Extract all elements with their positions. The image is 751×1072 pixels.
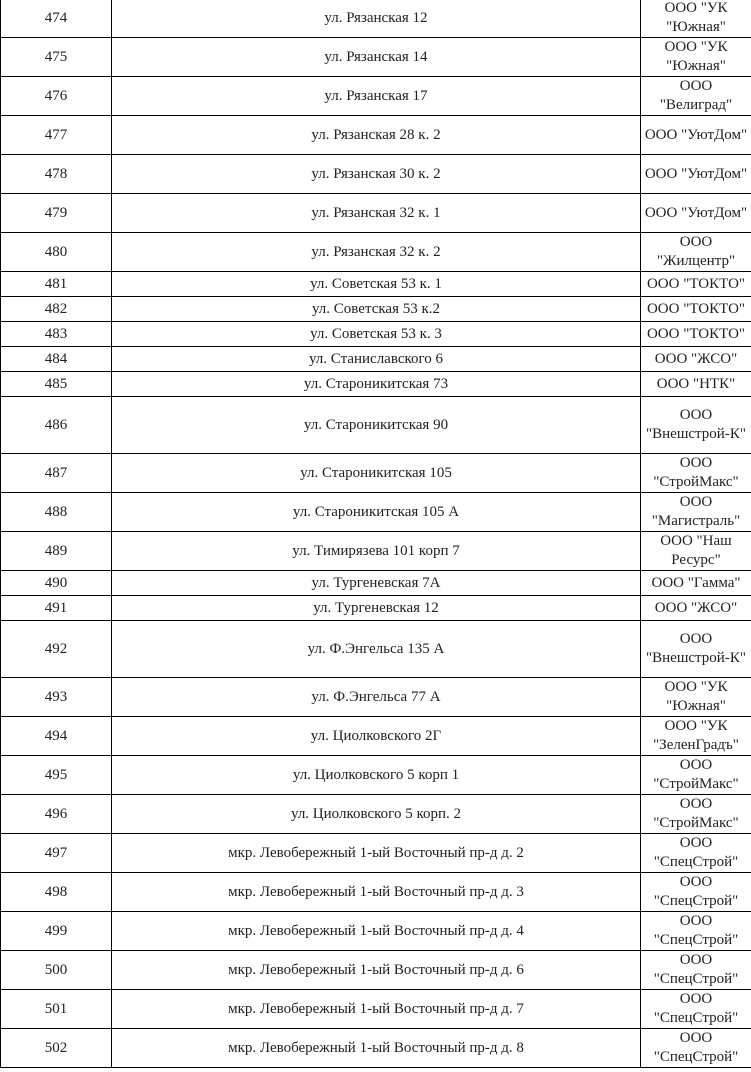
table-row (1, 347, 751, 372)
row-address: ул. Рязанская 32 к. 2 (112, 233, 641, 272)
row-management-company: ООО "ТОКТО" (641, 272, 751, 297)
row-address: ул. Рязанская 32 к. 1 (112, 194, 641, 233)
row-management-company: ООО "Жилцентр" (641, 233, 751, 272)
table-row (1, 795, 751, 834)
row-number: 492 (1, 621, 112, 678)
table-row (1, 194, 751, 233)
row-number: 480 (1, 233, 112, 272)
row-number: 490 (1, 571, 112, 596)
table-row (1, 990, 751, 1029)
row-management-company: ООО "УК "Южная" (641, 0, 751, 38)
table-row (1, 233, 751, 272)
row-address: мкр. Левобережный 1-ый Восточный пр-д д. 4 (112, 912, 641, 951)
table-row (1, 717, 751, 756)
row-management-company: ООО "Магистраль" (641, 493, 751, 532)
row-address: ул. Староникитская 105 (112, 454, 641, 493)
table-body (1, 0, 751, 1068)
row-management-company: ООО "ТОКТО" (641, 322, 751, 347)
row-address: ул. Тургеневская 7А (112, 571, 641, 596)
table-row (1, 322, 751, 347)
row-address: ул. Староникитская 90 (112, 397, 641, 454)
row-management-company: ООО "УютДом" (641, 116, 751, 155)
table-row (1, 372, 751, 397)
table-row (1, 297, 751, 322)
table-row (1, 38, 751, 77)
row-address: ул. Ф.Энгельса 77 А (112, 678, 641, 717)
row-address: ул. Староникитская 73 (112, 372, 641, 397)
row-address: ул. Тимирязева 101 корп 7 (112, 532, 641, 571)
row-address: ул. Циолковского 5 корп 1 (112, 756, 641, 795)
row-management-company: ООО "Велиград" (641, 77, 751, 116)
row-management-company: ООО "ЖСО" (641, 347, 751, 372)
table-row (1, 493, 751, 532)
table-row (1, 596, 751, 621)
row-address: ул. Циолковского 2Г (112, 717, 641, 756)
row-management-company: ООО "Внешстрой-К" (641, 621, 751, 678)
row-number: 500 (1, 951, 112, 990)
row-number: 476 (1, 77, 112, 116)
row-address: мкр. Левобережный 1-ый Восточный пр-д д. 6 (112, 951, 641, 990)
row-management-company: ООО "Наш Ресурс" (641, 532, 751, 571)
row-number: 496 (1, 795, 112, 834)
row-number: 499 (1, 912, 112, 951)
row-number: 491 (1, 596, 112, 621)
row-number: 488 (1, 493, 112, 532)
row-number: 483 (1, 322, 112, 347)
row-number: 501 (1, 990, 112, 1029)
row-number: 484 (1, 347, 112, 372)
row-number: 481 (1, 272, 112, 297)
row-address: ул. Староникитская 105 А (112, 493, 641, 532)
row-number: 489 (1, 532, 112, 571)
row-management-company: ООО "УютДом" (641, 194, 751, 233)
row-address: ул. Рязанская 28 к. 2 (112, 116, 641, 155)
row-address: ул. Рязанская 17 (112, 77, 641, 116)
row-management-company: ООО "СпецСтрой" (641, 834, 751, 873)
row-number: 493 (1, 678, 112, 717)
table-row (1, 621, 751, 678)
row-address: ул. Рязанская 30 к. 2 (112, 155, 641, 194)
row-management-company: ООО "СпецСтрой" (641, 951, 751, 990)
row-address: ул. Советская 53 к.2 (112, 297, 641, 322)
row-number: 478 (1, 155, 112, 194)
table-row (1, 678, 751, 717)
row-management-company: ООО "УК "Южная" (641, 678, 751, 717)
row-number: 498 (1, 873, 112, 912)
row-management-company: ООО "СтройМакс" (641, 756, 751, 795)
row-management-company: ООО "УК "Южная" (641, 38, 751, 77)
row-address: мкр. Левобережный 1-ый Восточный пр-д д. 2 (112, 834, 641, 873)
table-row (1, 873, 751, 912)
row-address: ул. Станиславского 6 (112, 347, 641, 372)
row-management-company: ООО "СтройМакс" (641, 795, 751, 834)
table-row (1, 77, 751, 116)
row-number: 475 (1, 38, 112, 77)
row-address: мкр. Левобережный 1-ый Восточный пр-д д. 7 (112, 990, 641, 1029)
row-number: 482 (1, 297, 112, 322)
row-management-company: ООО "Гамма" (641, 571, 751, 596)
table-row (1, 116, 751, 155)
table-row (1, 454, 751, 493)
table-row (1, 912, 751, 951)
row-number: 477 (1, 116, 112, 155)
row-management-company: ООО "Внешстрой-К" (641, 397, 751, 454)
row-number: 494 (1, 717, 112, 756)
table-row (1, 532, 751, 571)
table-row (1, 951, 751, 990)
table-row (1, 397, 751, 454)
table-row (1, 1029, 751, 1068)
row-number: 485 (1, 372, 112, 397)
row-number: 479 (1, 194, 112, 233)
row-address: мкр. Левобережный 1-ый Восточный пр-д д. 3 (112, 873, 641, 912)
row-address: мкр. Левобережный 1-ый Восточный пр-д д. 8 (112, 1029, 641, 1068)
table-row (1, 155, 751, 194)
table-row (1, 571, 751, 596)
table-row (1, 756, 751, 795)
row-number: 487 (1, 454, 112, 493)
row-number: 502 (1, 1029, 112, 1068)
row-management-company: ООО "СпецСтрой" (641, 873, 751, 912)
row-management-company: ООО "УК "ЗеленГрадъ" (641, 717, 751, 756)
row-management-company: ООО "СпецСтрой" (641, 990, 751, 1029)
row-address: ул. Ф.Энгельса 135 А (112, 621, 641, 678)
row-management-company: ООО "СтройМакс" (641, 454, 751, 493)
row-number: 495 (1, 756, 112, 795)
row-number: 486 (1, 397, 112, 454)
row-management-company: ООО "СпецСтрой" (641, 1029, 751, 1068)
row-address: ул. Тургеневская 12 (112, 596, 641, 621)
row-address: ул. Циолковского 5 корп. 2 (112, 795, 641, 834)
row-management-company: ООО "ЖСО" (641, 596, 751, 621)
row-address: ул. Рязанская 14 (112, 38, 641, 77)
row-number: 474 (1, 0, 112, 38)
row-management-company: ООО "СпецСтрой" (641, 912, 751, 951)
table-row (1, 272, 751, 297)
row-address: ул. Рязанская 12 (112, 0, 641, 38)
table-row (1, 834, 751, 873)
row-management-company: ООО "НТК" (641, 372, 751, 397)
row-address: ул. Советская 53 к. 3 (112, 322, 641, 347)
row-management-company: ООО "ТОКТО" (641, 297, 751, 322)
row-address: ул. Советская 53 к. 1 (112, 272, 641, 297)
row-management-company: ООО "УютДом" (641, 155, 751, 194)
table-row (1, 0, 751, 38)
row-number: 497 (1, 834, 112, 873)
